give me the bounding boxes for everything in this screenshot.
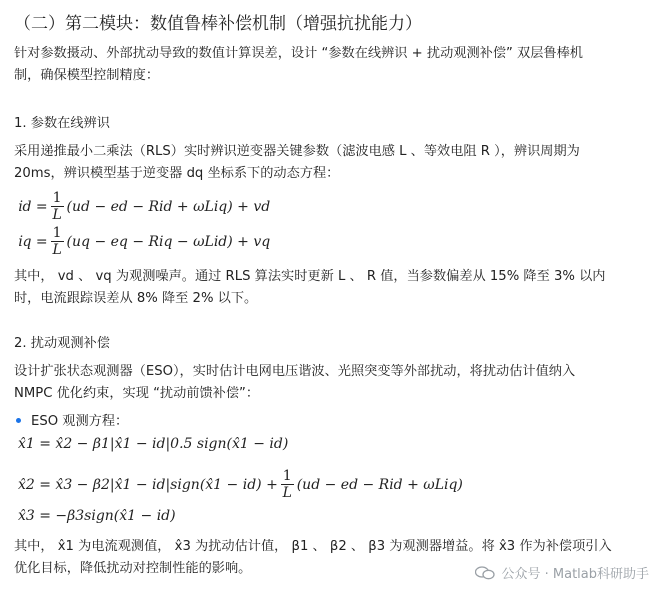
eso-equation-2-right: (ud − ed − Rid + ωLiq): [296, 476, 463, 493]
wechat-icon: [475, 566, 495, 580]
equation-id-numerator: 1: [52, 190, 62, 206]
eso-equation-2-numerator: 1: [282, 468, 292, 484]
equation-id: [18, 190, 270, 223]
section-1-title: 1. 参数在线辨识: [14, 116, 110, 131]
eso-equation-2-denominator: L: [282, 485, 292, 501]
eso-equation-2-left: x̂2 = x̂3 − β2|x̂1 − id|sign(x̂1 − id) +: [18, 476, 278, 493]
equation-id-denominator: L: [52, 207, 62, 223]
eso-equation-3: x̂3 = −β3sign(x̂1 − id): [18, 508, 176, 524]
eso-equation-2-fraction: [281, 468, 294, 501]
equation-iq-rhs: (uq − eq − Riq − ωLid) + vq: [66, 233, 271, 250]
equation-iq-numerator: 1: [52, 225, 62, 241]
equation-id-fraction: [51, 190, 64, 223]
section-1-result-line-1: 其中， vd 、 vq 为观测噪声。通过 RLS 算法实时更新 L 、 R 值，当参数偏差从 15% 降至 3% 以内: [14, 269, 606, 284]
watermark-text: 公众号 · Matlab科研助手: [501, 567, 649, 582]
section-2-line-2: NMPC 优化约束，实现 “扰动前馈补偿”：: [14, 386, 260, 401]
section-2-line-1: 设计扩张状态观测器（ESO），实时估计电网电压谐波、光照突变等外部扰动，将扰动估计值纳入: [14, 364, 576, 379]
section-1-line-2: 20ms，辨识模型基于逆变器 dq 坐标系下的动态方程：: [14, 166, 340, 181]
equation-id-lhs: i̇d =: [18, 198, 48, 215]
eso-equation-2: [18, 468, 463, 501]
eso-bullet-label: ESO 观测方程：: [31, 414, 129, 429]
eso-equation-1: x̂1 = x̂2 − β1|x̂1 − id|0.5 sign(x̂1 − id): [18, 436, 289, 452]
equation-iq: [18, 225, 270, 258]
equation-iq-denominator: L: [52, 242, 62, 258]
section-2-result-line-2: 优化目标，降低扰动对控制性能的影响。: [14, 561, 252, 576]
section-2-title: 2. 扰动观测补偿: [14, 336, 110, 351]
equation-id-rhs: (ud − ed − Rid + ωLiq) + vd: [66, 198, 271, 215]
section-2-result-line-1: 其中， x̂1 为电流观测值， x̂3 为扰动估计值， β1 、 β2 、 β3 为观测器增益。将 x̂3 作为补偿项引入: [14, 539, 612, 554]
section-1-line-1: 采用递推最小二乘法（RLS）实时辨识逆变器关键参数（滤波电感 L 、等效电阻 R ），辨识周期为: [14, 144, 580, 159]
intro-line-1: 针对参数摄动、外部扰动导致的数值计算误差，设计 “参数在线辨识 + 扰动观测补偿” 双层鲁棒机: [14, 46, 583, 61]
section-1-result-line-2: 时，电流跟踪误差从 8% 降至 2% 以下。: [14, 291, 258, 306]
eso-bullet: [14, 410, 128, 429]
watermark: [475, 563, 649, 582]
equation-iq-fraction: [51, 225, 64, 258]
equation-iq-lhs: i̇q =: [18, 233, 48, 250]
module-heading: （二）第二模块：数值鲁棒补偿机制（增强抗扰能力）: [14, 14, 422, 34]
bullet-dot-icon: [16, 418, 21, 423]
intro-line-2: 制，确保模型控制精度：: [14, 68, 160, 83]
